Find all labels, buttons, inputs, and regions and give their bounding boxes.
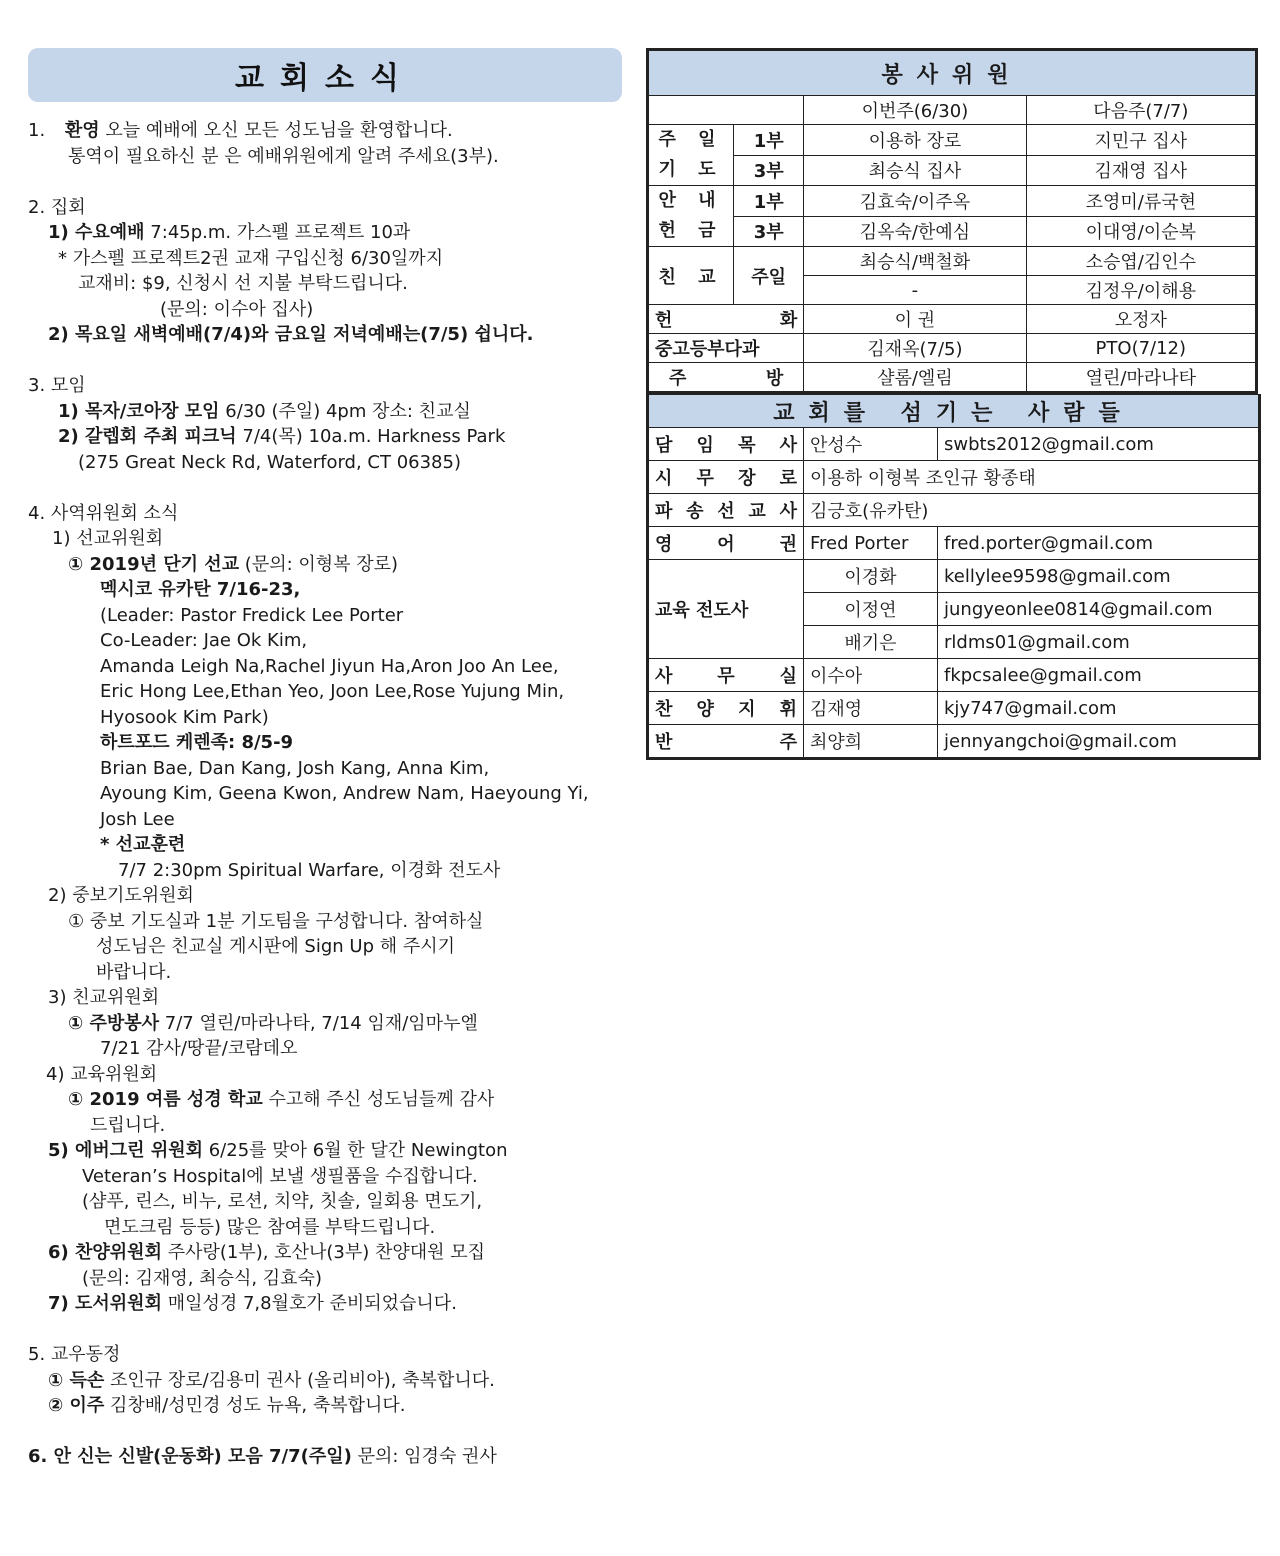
usher-next-1: 조영미/류국현 (1026, 186, 1256, 217)
prayer-label: 주 일 기 도 (648, 125, 734, 186)
usher-1bu: 1부 (734, 186, 804, 217)
staff-label-missionary: 파 송 선 교 사 (648, 494, 804, 527)
notice-2-l3: 교재비: $9, 신청시 선 지불 부탁드립니다. (78, 273, 408, 294)
staff-name-office: 이수아 (804, 659, 938, 692)
flower-label: 헌 화 (648, 305, 804, 334)
service-table (646, 48, 1258, 394)
notice-5-head: 5. 교우동정 (28, 1344, 121, 1365)
notice-4-c6: 6) 찬양위원회 주사랑(1부), 호산나(3부) 찬양대원 모집 (48, 1242, 486, 1263)
notice-4-c2a-0: ① 중보 기도실과 1분 기도팀을 구성합니다. 참여하실 (68, 910, 484, 932)
staff-email-pastor[interactable]: swbts2012@gmail.com (938, 428, 1260, 461)
notice-4-hart-2: Josh Lee (100, 808, 175, 830)
staff-label-pastor: 담 임 목 사 (648, 428, 804, 461)
notice-4-hart-head: 하트포드 케렌족: 8/5-9 (100, 732, 294, 753)
notice-4-c4a: ① 2019 여름 성경 학교 수고해 주신 성도님들께 감사 (68, 1089, 495, 1110)
prayer-1bu: 1부 (734, 125, 804, 156)
notice-4-train: 7/7 2:30pm Spiritual Warfare, 이경화 전도사 (118, 859, 501, 881)
notice-4-mex-0: (Leader: Pastor Fredick Lee Porter (100, 604, 404, 626)
kitchen-this: 샬롬/엘림 (804, 363, 1026, 393)
notice-4-hart-1: Ayoung Kim, Geena Kwon, Andrew Nam, Haeyoung Yi, (100, 783, 589, 804)
notice-4-mex-3: Eric Hong Lee,Ethan Yeo, Joon Lee,Rose Yujung Min, (100, 681, 565, 702)
news-title: 교회소식 (28, 48, 622, 102)
prayer-3bu: 3부 (734, 155, 804, 186)
notice-4-c3a: ① 주방봉사 7/7 열린/마라나타, 7/14 임재/임마누엘 (68, 1012, 478, 1034)
staff-email-english[interactable]: fred.porter@gmail.com (938, 527, 1260, 560)
notice-4-c3: 3) 친교위원회 (48, 987, 160, 1008)
fellow-sub: 주일 (734, 247, 804, 305)
next-week-header: 다음주(7/7) (1026, 96, 1256, 125)
notice-4-c4: 4) 교육위원회 (46, 1063, 158, 1085)
notice-4-c7: 7) 도서위원회 매일성경 7,8월호가 준비되었습니다. (48, 1293, 457, 1314)
notice-5-l1: ① 득손 조인규 장로/김용미 권사 (올리비아), 축복합니다. (48, 1369, 495, 1391)
staff-edu-email-2[interactable]: rldms01@gmail.com (938, 626, 1260, 659)
usher-this-1: 김효숙/이주옥 (804, 186, 1026, 217)
staff-table (646, 394, 1261, 760)
fellow-this-1: 최승식/백철화 (804, 247, 1026, 276)
news-column (28, 48, 628, 1467)
notice-2-l5: 2) 목요일 새벽예배(7/4)와 금요일 저녁예배는(7/5) 쉽니다. (48, 324, 534, 345)
staff-edu-email-1[interactable]: jungyeonlee0814@gmail.com (938, 593, 1260, 626)
notice-4-c6b: (문의: 김재영, 최승식, 김효숙) (82, 1267, 322, 1289)
notice-3-l1: 1) 목자/코아장 모임 6/30 (주일) 4pm 장소: 친교실 (58, 400, 471, 422)
notice-2-l2: * 가스펠 프로젝트2권 교재 구입신청 6/30일까지 (58, 247, 444, 269)
notice-4-c5b: Veteran’s Hospital에 보낼 생필품을 수집합니다. (82, 1165, 478, 1187)
staff-name-choir: 김재영 (804, 692, 938, 725)
usher-next-3: 이대영/이순복 (1026, 216, 1256, 247)
staff-edu-name-0: 이경화 (804, 560, 938, 593)
notice-4-c2a-1: 성도님은 친교실 게시판에 Sign Up 해 주시기 (96, 936, 456, 957)
notice-4-c2: 2) 중보기도위원회 (48, 885, 194, 906)
notice-4-c5c: (샴푸, 린스, 비누, 로션, 치약, 칫솔, 일회용 면도기, (82, 1191, 483, 1212)
fellow-next-2: 김정우/이해용 (1026, 276, 1256, 305)
notice-4-mex-4: Hyosook Kim Park) (100, 706, 269, 728)
notice-2-l1: 1) 수요예배 7:45p.m. 가스펠 프로젝트 10과 (48, 222, 411, 243)
notice-6: 6. 안 신는 신발(운동화) 모음 7/7(주일) 문의: 임경숙 권사 (28, 1446, 497, 1467)
staff-name-elders: 이용하 이형복 조인규 황종태 (804, 461, 1260, 494)
notice-4-hart-0: Brian Bae, Dan Kang, Josh Kang, Anna Kim, (100, 757, 490, 779)
notice-4-c2a-2: 바랍니다. (96, 961, 172, 983)
fellow-label: 친 교 (648, 247, 734, 305)
notice-4-c1: 1) 선교위원회 (52, 528, 164, 549)
notice-2-head: 2. 집회 (28, 196, 86, 218)
prayer-next-3: 김재영 집사 (1026, 155, 1256, 186)
this-week-header: 이번주(6/30) (804, 96, 1026, 125)
notice-4-mex-2: Amanda Leigh Na,Rachel Jiyun Ha,Aron Joo An Lee, (100, 655, 559, 677)
flower-next: 오정자 (1026, 305, 1256, 334)
notice-4-c5d: 면도크림 등등) 많은 참여를 부탁드립니다. (104, 1216, 436, 1238)
kitchen-next: 열린/마라나타 (1026, 363, 1256, 393)
staff-edu-name-1: 이정연 (804, 593, 938, 626)
kitchen-label: 주 방 (648, 363, 804, 393)
notice-4-mex-head: 멕시코 유카탄 7/16-23, (100, 579, 301, 600)
staff-title: 교회를 섬기는 사람들 (648, 395, 1260, 428)
notice-5-l2: ② 이주 김창배/성민경 성도 뉴욕, 축복합니다. (48, 1395, 406, 1416)
notice-4-c5: 5) 에버그린 위원회 6/25를 맞아 6월 한 달간 Newington (48, 1140, 508, 1161)
notice-3-l3: (275 Great Neck Rd, Waterford, CT 06385) (78, 451, 461, 473)
notice-2-l4: (문의: 이수아 집사) (160, 298, 314, 320)
notice-4-c3b: 7/21 감사/땅끝/코람데오 (100, 1038, 298, 1059)
staff-edu-email-0[interactable]: kellylee9598@gmail.com (938, 560, 1260, 593)
staff-email-accomp[interactable]: jennyangchoi@gmail.com (938, 725, 1260, 759)
notices (28, 118, 628, 1470)
fellow-this-2: - (804, 276, 1026, 305)
staff-email-choir[interactable]: kjy747@gmail.com (938, 692, 1260, 725)
notice-1-line1: 1. 환영 오늘 예배에 오신 모든 성도님을 환영합니다. (28, 120, 453, 141)
staff-label-choir: 찬 양 지 휘 (648, 692, 804, 725)
prayer-this-3: 최승식 집사 (804, 155, 1026, 186)
staff-name-missionary: 김긍호(유카탄) (804, 494, 1260, 527)
youth-label: 중고등부다과 (648, 334, 804, 363)
prayer-this-1: 이용하 장로 (804, 125, 1026, 156)
flower-this: 이 권 (804, 305, 1026, 334)
staff-label-edu: 교육 전도사 (648, 560, 804, 659)
staff-label-elders: 시 무 장 로 (648, 461, 804, 494)
staff-name-pastor: 안성수 (804, 428, 938, 461)
notice-3-head: 3. 모임 (28, 375, 86, 396)
notice-4-mex-1: Co-Leader: Jae Ok Kim, (100, 630, 308, 651)
fellow-next-1: 소승엽/김인수 (1026, 247, 1256, 276)
youth-next: PTO(7/12) (1026, 334, 1256, 363)
usher-3bu: 3부 (734, 216, 804, 247)
staff-edu-name-2: 배기은 (804, 626, 938, 659)
staff-email-office[interactable]: fkpcsalee@gmail.com (938, 659, 1260, 692)
youth-this: 김재옥(7/5) (804, 334, 1026, 363)
usher-this-3: 김옥숙/한예심 (804, 216, 1026, 247)
prayer-next-1: 지민구 집사 (1026, 125, 1256, 156)
staff-name-english: Fred Porter (804, 527, 938, 560)
staff-label-accomp: 반 주 (648, 725, 804, 759)
usher-label: 안 내 헌 금 (648, 186, 734, 247)
staff-label-office: 사 무 실 (648, 659, 804, 692)
right-column (646, 48, 1258, 760)
service-title: 봉사위원 (648, 50, 1257, 96)
staff-label-english: 영 어 권 (648, 527, 804, 560)
notice-1-line2: 통역이 필요하신 분 은 예배위원에게 알려 주세요(3부). (68, 145, 499, 167)
staff-name-accomp: 최양희 (804, 725, 938, 759)
notice-4-c1a: ① 2019년 단기 선교 (문의: 이형복 장로) (68, 553, 399, 575)
notice-4-train-head: * 선교훈련 (100, 834, 186, 855)
notice-3-l2: 2) 갈렙회 주최 피크닉 7/4(목) 10a.m. Harkness Park (58, 426, 506, 447)
notice-4-c4b: 드립니다. (90, 1114, 166, 1136)
notice-4-head: 4. 사역위원회 소식 (28, 502, 179, 524)
